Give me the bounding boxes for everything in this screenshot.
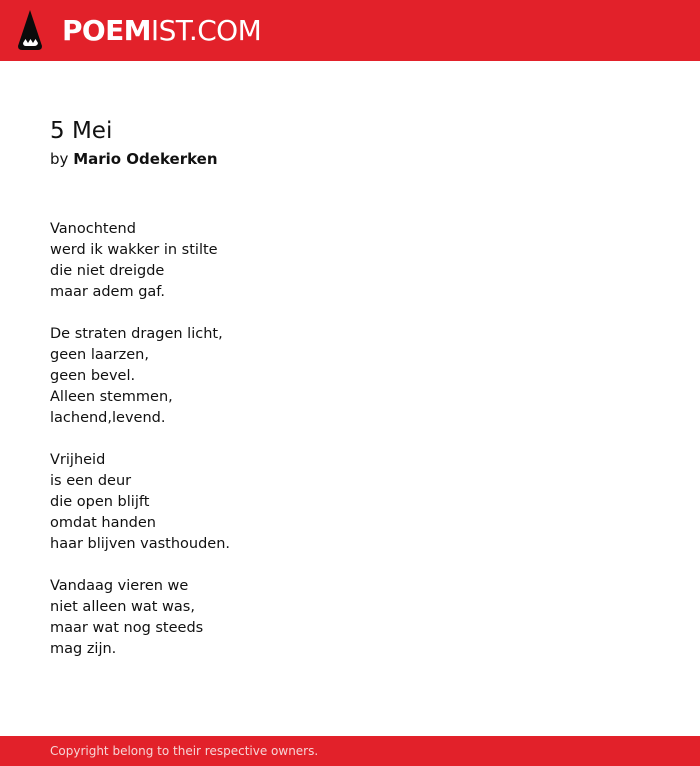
by-label: by [50, 150, 69, 168]
poem-line: is een deur [50, 473, 132, 489]
copyright-text: Copyright belong to their respective owners. [50, 744, 319, 758]
poem-line: die open blijft [50, 494, 150, 510]
poem-line: Vandaag vieren we [50, 578, 189, 594]
poem-line: maar wat nog steeds [50, 620, 204, 636]
poem-line: Vanochtend [50, 221, 136, 237]
site-header [0, 0, 700, 61]
byline [50, 148, 218, 170]
logo-wordmark [62, 9, 261, 53]
poem-line: niet alleen wat was, [50, 599, 195, 615]
stanza [50, 450, 650, 555]
poem-line: geen laarzen, [50, 347, 149, 363]
stanza [50, 324, 650, 429]
poem-line: haar blijven vasthouden. [50, 536, 231, 552]
logo-wordmark-bold: POEM [62, 14, 151, 47]
author-link[interactable]: Mario Odekerken [73, 150, 218, 168]
poem-line: maar adem gaf. [50, 284, 165, 300]
stanza [50, 576, 650, 660]
pencil-icon [17, 10, 43, 52]
poem-line: Alleen stemmen, [50, 389, 173, 405]
site-logo[interactable] [17, 9, 261, 53]
poem-line: lachend,levend. [50, 410, 166, 426]
poem-line: die niet dreigde [50, 263, 165, 279]
poem-line: Vrijheid [50, 452, 106, 468]
poem-line: omdat handen [50, 515, 156, 531]
poem-line: mag zijn. [50, 641, 117, 657]
logo-wordmark-light: IST.COM [150, 14, 262, 47]
poem-line: De straten dragen licht, [50, 326, 223, 342]
stanza [50, 219, 650, 303]
poem-body [50, 219, 650, 681]
poem-title: 5 Mei [50, 118, 113, 144]
site-footer [0, 736, 700, 766]
poem-line: geen bevel. [50, 368, 136, 384]
poem-line: werd ik wakker in stilte [50, 242, 218, 258]
